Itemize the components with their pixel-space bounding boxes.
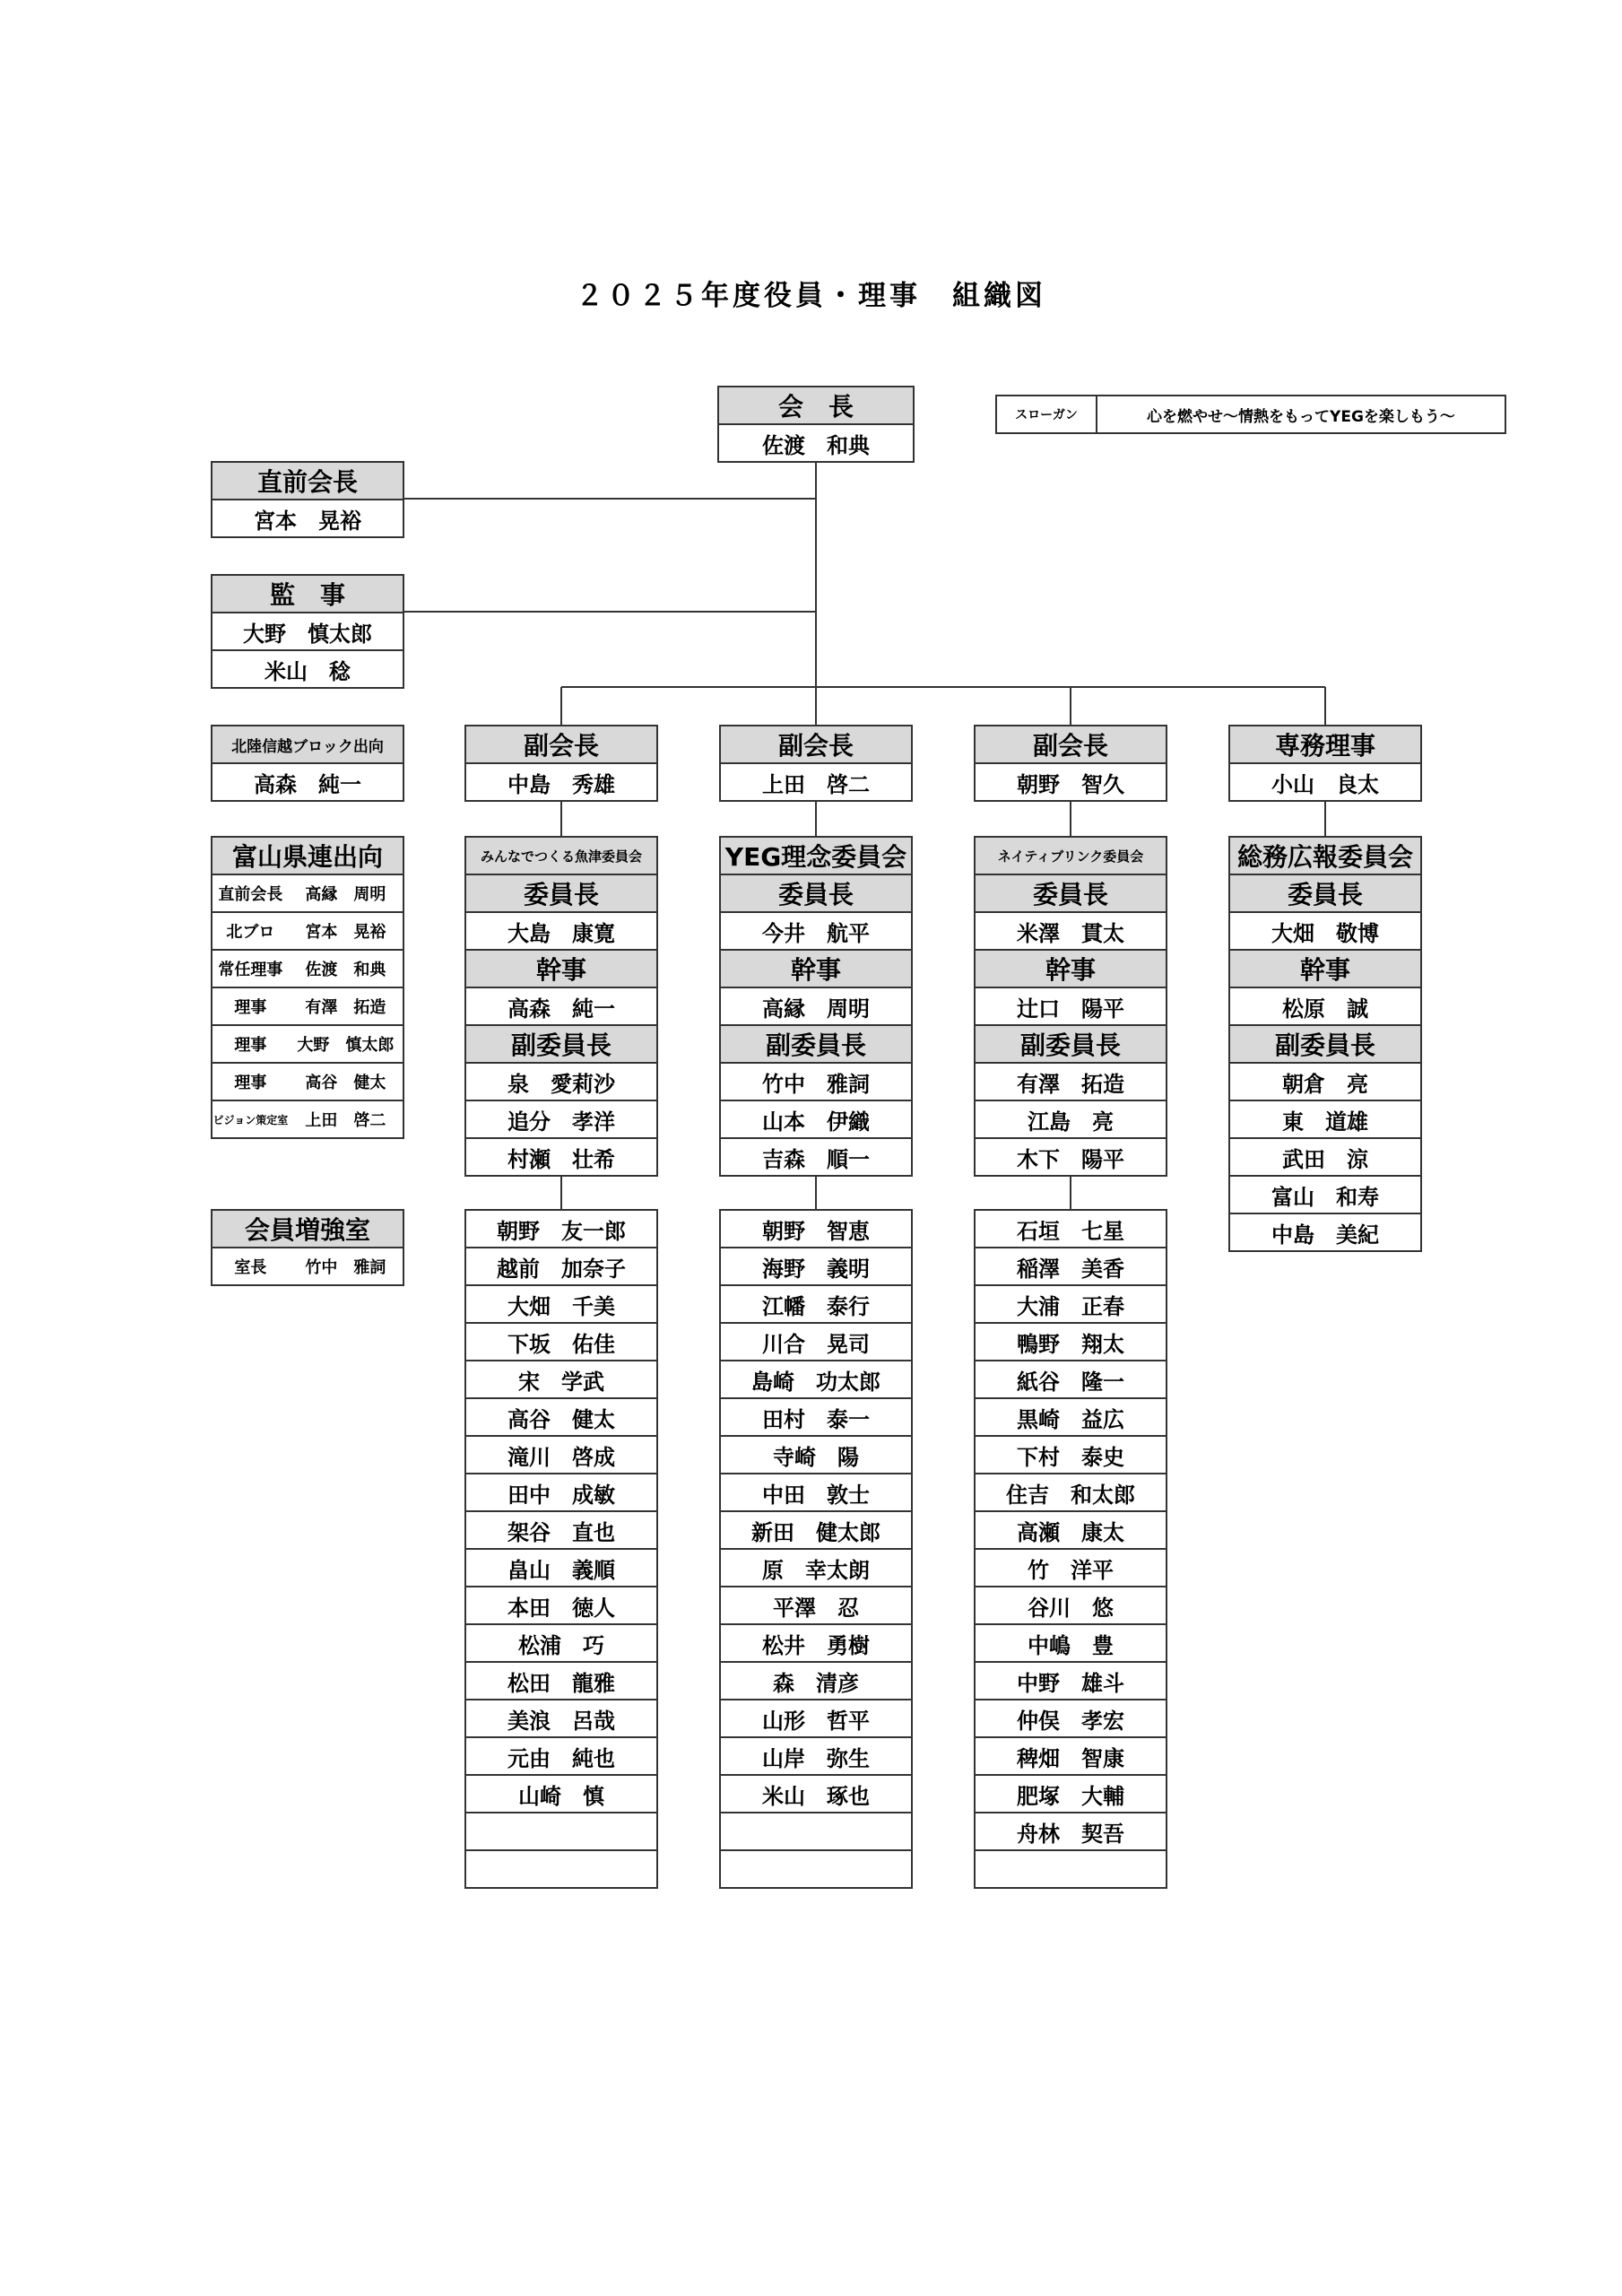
prefecture-dispatch-row <box>213 1101 403 1139</box>
prefecture-dispatch-row <box>213 1064 403 1101</box>
secretary-label: 幹事 <box>976 951 1166 988</box>
prefecture-dispatch-row <box>213 988 403 1026</box>
secretary-label: 幹事 <box>721 951 911 988</box>
person-name: 高縁 周明 <box>305 885 386 904</box>
member-name: 川合 晃司 <box>721 1324 911 1361</box>
person-name: 大野 慎太郎 <box>297 1036 395 1055</box>
president-title: 会 長 <box>719 387 913 425</box>
member-name: 米山 琢也 <box>721 1776 911 1813</box>
immediate-past-box <box>211 461 404 538</box>
auditor-box <box>211 574 404 689</box>
vice-president-box <box>464 725 658 802</box>
member-name <box>976 1851 1166 1889</box>
secretary-name: 高森 純一 <box>466 988 656 1026</box>
vice-chair-name: 追分 孝洋 <box>466 1101 656 1139</box>
member-name: 海野 義明 <box>721 1248 911 1286</box>
chair-name: 大畑 敬博 <box>1230 913 1420 951</box>
person-name: 竹中 雅詞 <box>305 1258 386 1277</box>
vice-chair-name: 朝倉 亮 <box>1230 1064 1420 1101</box>
committee-box <box>464 836 658 1177</box>
vice-chair-label: 副委員長 <box>466 1026 656 1064</box>
vice-president-box <box>974 725 1167 802</box>
member-name: 山崎 慎 <box>466 1776 656 1813</box>
person-name: 宮本 晃裕 <box>305 923 386 942</box>
member-name <box>721 1813 911 1851</box>
member-name: 中田 敦士 <box>721 1474 911 1512</box>
member-name: 松田 龍雅 <box>466 1663 656 1700</box>
member-name: 江幡 泰行 <box>721 1286 911 1324</box>
person-name: 佐渡 和典 <box>305 961 386 979</box>
member-name: 住吉 和太郎 <box>976 1474 1166 1512</box>
member-name: 下村 泰史 <box>976 1437 1166 1474</box>
member-name: 朝野 友一郎 <box>466 1211 656 1248</box>
member-name: 田中 成敏 <box>466 1474 656 1512</box>
immediate-past-name: 宮本 晃裕 <box>213 500 403 538</box>
block-dispatch-title: 北陸信越ブロック出向 <box>213 726 403 764</box>
member-name: 大浦 正春 <box>976 1286 1166 1324</box>
member-name: 元由 純也 <box>466 1738 656 1776</box>
prefecture-dispatch-row <box>213 951 403 988</box>
member-name: 稗畑 智康 <box>976 1738 1166 1776</box>
vice-chair-name: 武田 涼 <box>1230 1139 1420 1177</box>
committee-members-box <box>719 1209 913 1889</box>
committee-box <box>974 836 1167 1177</box>
member-name <box>721 1851 911 1889</box>
secretary-label: 幹事 <box>466 951 656 988</box>
chair-name: 今井 航平 <box>721 913 911 951</box>
role-label: 理事 <box>234 1074 267 1092</box>
prefecture-dispatch-box <box>211 836 404 1139</box>
member-name: 新田 健太郎 <box>721 1512 911 1550</box>
member-name: 宋 学武 <box>466 1361 656 1399</box>
vice-president-title: 専務理事 <box>1230 726 1420 764</box>
committee-name: みんなでつくる魚津委員会 <box>466 838 656 875</box>
slogan-text: 心を燃やせ～情熱をもってYEGを楽しもう～ <box>1147 407 1455 426</box>
vice-chair-name: 中島 美紀 <box>1230 1214 1420 1252</box>
vice-president-title: 副会長 <box>466 726 656 764</box>
member-name: 平澤 忍 <box>721 1587 911 1625</box>
vice-chair-name: 東 道雄 <box>1230 1101 1420 1139</box>
person-name: 有澤 拓造 <box>305 998 386 1017</box>
president-box <box>717 386 915 463</box>
block-dispatch-box <box>211 725 404 802</box>
member-name: 山形 哲平 <box>721 1700 911 1738</box>
role-label: 北ブロ <box>226 923 275 942</box>
member-name: 黒崎 益広 <box>976 1399 1166 1437</box>
auditor-title: 監 事 <box>213 576 403 613</box>
role-label: 理事 <box>234 998 267 1017</box>
member-name: 美浪 呂哉 <box>466 1700 656 1738</box>
chair-name: 米澤 貫太 <box>976 913 1166 951</box>
committee-box <box>1228 836 1422 1252</box>
committee-name: YEG理念委員会 <box>721 838 911 875</box>
member-name: 田村 泰一 <box>721 1399 911 1437</box>
auditor-name: 米山 稔 <box>213 651 403 689</box>
member-name: 松井 勇樹 <box>721 1625 911 1663</box>
block-dispatch-name: 高森 純一 <box>213 764 403 802</box>
secretary-name: 松原 誠 <box>1230 988 1420 1026</box>
committee-name: 総務広報委員会 <box>1230 838 1420 875</box>
vice-chair-name: 泉 愛莉沙 <box>466 1064 656 1101</box>
slogan-box <box>995 395 1506 434</box>
chair-name: 大島 康寛 <box>466 913 656 951</box>
vice-chair-name: 村瀬 壮希 <box>466 1139 656 1177</box>
secretary-name: 辻口 陽平 <box>976 988 1166 1026</box>
person-name: 上田 啓二 <box>305 1111 386 1130</box>
vice-chair-name: 有澤 拓造 <box>976 1064 1166 1101</box>
member-name: 滝川 啓成 <box>466 1437 656 1474</box>
vice-chair-label: 副委員長 <box>976 1026 1166 1064</box>
secretary-name: 高縁 周明 <box>721 988 911 1026</box>
member-name: 越前 加奈子 <box>466 1248 656 1286</box>
member-name: 紙谷 隆一 <box>976 1361 1166 1399</box>
member-name: 大畑 千美 <box>466 1286 656 1324</box>
chair-label: 委員長 <box>1230 875 1420 913</box>
member-office-title: 会員増強室 <box>213 1211 403 1248</box>
page-title: ２０２５年度役員・理事 組織図 <box>576 280 1046 312</box>
member-name: 朝野 智恵 <box>721 1211 911 1248</box>
vice-president-box <box>1228 725 1422 802</box>
member-name: 下坂 佑佳 <box>466 1324 656 1361</box>
chair-label: 委員長 <box>466 875 656 913</box>
chair-label: 委員長 <box>721 875 911 913</box>
member-name: 架谷 直也 <box>466 1512 656 1550</box>
committee-members-box <box>974 1209 1167 1889</box>
member-name: 原 幸太朗 <box>721 1550 911 1587</box>
member-name: 松浦 巧 <box>466 1625 656 1663</box>
role-label: 直前会長 <box>218 885 283 904</box>
member-name: 森 清彦 <box>721 1663 911 1700</box>
auditor-name: 大野 慎太郎 <box>213 613 403 651</box>
vice-chair-name: 富山 和寿 <box>1230 1177 1420 1214</box>
member-name: 鴨野 翔太 <box>976 1324 1166 1361</box>
prefecture-dispatch-row <box>213 1026 403 1064</box>
member-name: 中嶋 豊 <box>976 1625 1166 1663</box>
member-name: 石垣 七星 <box>976 1211 1166 1248</box>
member-name: 山岸 弥生 <box>721 1738 911 1776</box>
member-name <box>466 1813 656 1851</box>
vice-president-name: 朝野 智久 <box>976 764 1166 802</box>
role-label: 理事 <box>234 1036 267 1055</box>
role-label: ビジョン策定室 <box>213 1113 289 1126</box>
member-office-row <box>213 1248 403 1286</box>
vice-president-title: 副会長 <box>976 726 1166 764</box>
member-name: 谷川 悠 <box>976 1587 1166 1625</box>
committee-box <box>719 836 913 1177</box>
member-name <box>466 1851 656 1889</box>
secretary-label: 幹事 <box>1230 951 1420 988</box>
vice-president-box <box>719 725 913 802</box>
vice-chair-name: 木下 陽平 <box>976 1139 1166 1177</box>
member-name: 島崎 功太郎 <box>721 1361 911 1399</box>
president-name: 佐渡 和典 <box>719 425 913 463</box>
vice-chair-name: 吉森 順一 <box>721 1139 911 1177</box>
vice-president-name: 小山 良太 <box>1230 764 1420 802</box>
vice-chair-name: 山本 伊織 <box>721 1101 911 1139</box>
vice-president-name: 上田 啓二 <box>721 764 911 802</box>
member-name: 高谷 健太 <box>466 1399 656 1437</box>
immediate-past-title: 直前会長 <box>213 463 403 500</box>
member-name: 高瀬 康太 <box>976 1512 1166 1550</box>
member-office-box <box>211 1209 404 1286</box>
slogan-label: スローガン <box>997 396 1097 432</box>
committee-members-box <box>464 1209 658 1889</box>
vice-chair-label: 副委員長 <box>721 1026 911 1064</box>
member-name: 本田 徳人 <box>466 1587 656 1625</box>
member-name: 寺崎 陽 <box>721 1437 911 1474</box>
member-name: 稲澤 美香 <box>976 1248 1166 1286</box>
committee-name: ネイティブリンク委員会 <box>976 838 1166 875</box>
vice-chair-name: 竹中 雅詞 <box>721 1064 911 1101</box>
prefecture-dispatch-row <box>213 875 403 913</box>
member-name: 舟林 契吾 <box>976 1813 1166 1851</box>
member-name: 中野 雄斗 <box>976 1663 1166 1700</box>
vice-chair-name: 江島 亮 <box>976 1101 1166 1139</box>
vice-chair-label: 副委員長 <box>1230 1026 1420 1064</box>
member-name: 畠山 義順 <box>466 1550 656 1587</box>
member-name: 肥塚 大輔 <box>976 1776 1166 1813</box>
prefecture-dispatch-row <box>213 913 403 951</box>
vice-president-title: 副会長 <box>721 726 911 764</box>
prefecture-dispatch-title: 富山県連出向 <box>213 838 403 875</box>
vice-president-name: 中島 秀雄 <box>466 764 656 802</box>
role-label: 室長 <box>234 1258 267 1277</box>
member-name: 竹 洋平 <box>976 1550 1166 1587</box>
chair-label: 委員長 <box>976 875 1166 913</box>
member-name: 仲俣 孝宏 <box>976 1700 1166 1738</box>
person-name: 高谷 健太 <box>305 1074 386 1092</box>
role-label: 常任理事 <box>218 961 283 979</box>
